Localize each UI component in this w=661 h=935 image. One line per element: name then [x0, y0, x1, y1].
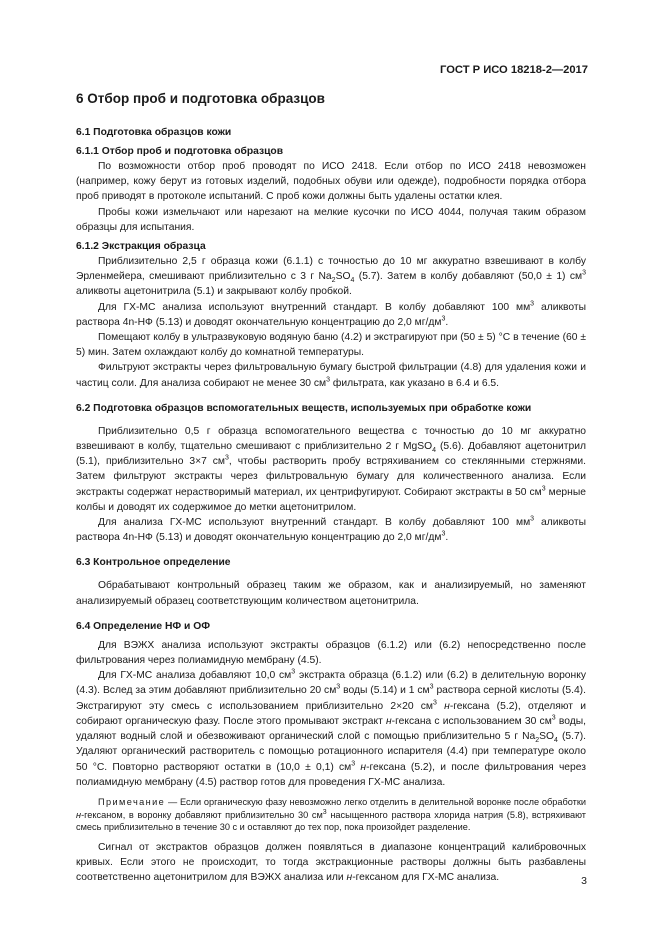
paragraph: Приблизительно 2,5 г образца кожи (6.1.1) с точностью до 10 мг аккуратно взвешивают в колбу Эрленмейера, смешивают приблизительно с 3 г $Na_2SO_4$ (5.7). Затем в колбу добавляют (50,0 ± 1) $см^3$ аликвоты ацетонитрила (5.1) и закрывают колбу пробкой. — [76, 256, 586, 298]
paragraph: Для ГХ-МС анализа используют внутренний стандарт. В колбу добавляют 100 $мм^3$ аликвоты раствора 4n-НФ (5.13) и доводят окончательную концентрацию до 2,0 $мг/дм^3$. — [76, 300, 586, 328]
paragraph: Обрабатывают контрольный образец таким же образом, как и анализируемый, но заменяют анализируемый образец соответствующим количеством ацетонитрила. — [76, 580, 586, 607]
section-6-1-2-title: 6.1.2 Экстракция образца — [76, 241, 206, 253]
document-id-header: ГОСТ Р ИСО 18218-2—2017 — [440, 64, 588, 76]
page-number: 3 — [581, 875, 587, 887]
paragraph: Для ВЭЖХ анализа используют экстракты образцов (6.1.2) или (6.2) непосредственно после фильтрования через полиамидную мембрану (4.5). — [76, 639, 586, 667]
paragraph: Сигнал от экстрактов образцов должен появляться в диапазоне концентраций калибровочных кривых. Если этого не происходит, то тогда экстракционные растворы должны быть разбавлены соответственно ацетонитрилом для ВЭЖХ анализа или н-гексаном для ГХ-МС анализа. — [76, 841, 586, 884]
section-6-1-1-title: 6.1.1 Отбор проб и подготовка образцов — [76, 146, 284, 157]
paragraph: Помещают колбу в ультразвуковую водяную баню (4.2) и экстрагируют при (50 ± 5) °С в течение (60 ± 5) мин. Затем охлаждают колбу до комнатной температуры. — [76, 332, 586, 359]
paragraph: Фильтруют экстракты через фильтровальную бумагу быстрой фильтрации (4.8) для удаления кожи и частиц соли. Для анализа собирают не менее 30 $см^3$ фильтрата, как указано в 6.4 и 6.5. — [76, 362, 586, 389]
paragraph: По возможности отбор проб проводят по ИСО 2418. Если отбор по ИСО 2418 невозможен (например, кожу берут из готовых изделий, подобных обуви или одежде), подробности порядка отбора проб приводят в протоколе испытаний. С проб кожи должны быть удалены остатки клея. — [76, 161, 586, 203]
section-6-2-title: 6.2 Подготовка образцов вспомогательных веществ, используемых при обработке кожи — [76, 402, 532, 414]
paragraph: Приблизительно 0,5 г образца вспомогательного вещества с точностью до 10 мг аккуратно взвешивают в колбу, тщательно смешивают с приблизительно 2 г MgSO$_4$ (5.6). Добавляют ацетонитрил (5.1), приблизительно 3×7 $см^3$, чтобы растворить пробу встряхиванием со стеклянными стержнями. Затем фильтруют экстракты через фильтровальную бумагу для количественного анализа. Если экстракты содержат нерастворимый материал, их центрифугируют. Собирают экстракты в 50 $см^3$ мерные колбы и доводят их содержимое до метки ацетонитрилом. — [76, 425, 586, 513]
note-block: Примечание — Если органическую фазу невозможно легко отделить в делительной воронке после обработки н-гексаном, в воронку добавляют приблизительно 30 $см^3$ насыщенного раствора хлорида натрия (5.8), встряхивают смесь приблизительно в течение 30 с и оставляют до тех пор, пока произойдет разделение. — [76, 796, 586, 833]
section-6-1-title: 6.1 Подготовка образцов кожи — [76, 127, 232, 138]
note-label: Примечание — [98, 796, 166, 807]
section-6-title: 6 Отбор проб и подготовка образцов — [76, 91, 325, 106]
section-6-3-title: 6.3 Контрольное определение — [76, 557, 231, 569]
paragraph: Пробы кожи измельчают или нарезают на мелкие кусочки по ИСО 4044, получая таким образом образцы для испытания. — [76, 206, 586, 233]
paragraph: Для анализа ГХ-МС используют внутренний стандарт. В колбу добавляют 100 $мм^3$ аликвоты раствора 4n-НФ (5.13) и доводят окончательную концентрацию до 2,0 $мг/дм^3$. — [76, 515, 586, 544]
document-body — [76, 90, 586, 885]
paragraph: Для ГХ-МС анализа добавляют 10,0 $см^3$ экстракта образца (6.1.2) или (6.2) в делительную воронку (4.3). Вслед за этим добавляют приблизительно 20 $см^3$ воды (5.14) и 1 $см^3$ раствора серной кислоты (5.4). Экстрагируют эту смесь с использованием приблизительно 2×20 $см^3$ н-гексана (5.2), отделяют и собирают органическую фазу. После этого промывают экстракт н-гексана с использованием 30 $см^3$ воды, удаляют водный слой и обезвоживают органический слой с помощью приблизительно 5 г $Na_2SO_4$ (5.7). Удаляют органический растворитель с помощью ротационного испарителя (4.4) при температуре около 50 °С. Повторно растворяют остатки в (10,0 ± 0,1) $см^3$ н-гексана (5.2), и после фильтрования через полиамидную мембрану (4.5) раствор готов для проведения ГХ-МС анализа. — [76, 668, 586, 788]
section-6-4-title: 6.4 Определение НФ и ОФ — [76, 620, 211, 632]
